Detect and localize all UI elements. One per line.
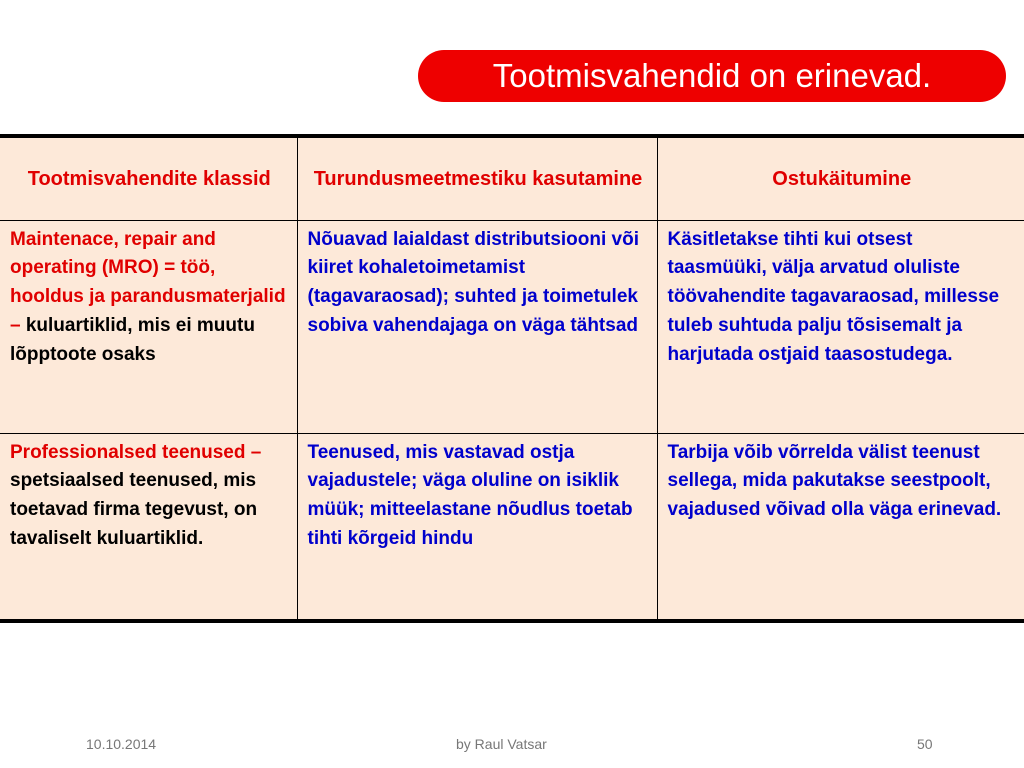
buying-cell: Käsitletakse tihti kui otsest taasmüüki, välja arvatud oluliste töövahendite tagavaraosad, millesse tuleb suhtuda palju tõsisemalt ja harjutada ostjaid taasostudega.	[657, 220, 1024, 433]
footer-author: by Raul Vatsar	[456, 736, 547, 752]
footer-page-number: 50	[917, 736, 933, 752]
header-cell-marketing: Turundusmeetmestiku kasutamine	[297, 136, 657, 220]
slide-title: Tootmisvahendid on erinevad.	[418, 50, 1006, 102]
footer-date: 10.10.2014	[86, 736, 157, 752]
class-name: Professionalsed teenused –	[10, 441, 262, 463]
table-row	[0, 433, 1024, 621]
marketing-cell: Teenused, mis vastavad ostja vajadustele; väga oluline on isiklik müük; mitteelastane nõudlus toetab tihti kõrgeid hindu	[297, 433, 657, 621]
class-description: spetsiaalsed teenused, mis toetavad firma tegevust, on tavaliselt kuluartiklid.	[10, 470, 258, 549]
class-name: Maintenace, repair and operating (MRO) = töö, hooldus ja parandusmaterjalid –	[10, 228, 286, 336]
class-cell	[0, 433, 297, 621]
table-row	[0, 220, 1024, 433]
buying-cell: Tarbija võib võrrelda välist teenust sellega, mida pakutakse seestpoolt, vajadused võivad olla väga erinevad.	[657, 433, 1024, 621]
table-header-row	[0, 136, 1024, 220]
header-cell-classes: Tootmisvahendite klassid	[0, 136, 297, 220]
header-cell-buying: Ostukäitumine	[657, 136, 1024, 220]
marketing-cell: Nõuavad laialdast distributsiooni või kiiret kohaletoimetamist (tagavaraosad); suhted ja toimetulek sobiva vahendajaga on väga tähtsad	[297, 220, 657, 433]
class-description: kuluartiklid, mis ei muutu lõpptoote osaks	[10, 314, 255, 365]
comparison-table	[0, 134, 1024, 623]
class-cell	[0, 220, 297, 433]
